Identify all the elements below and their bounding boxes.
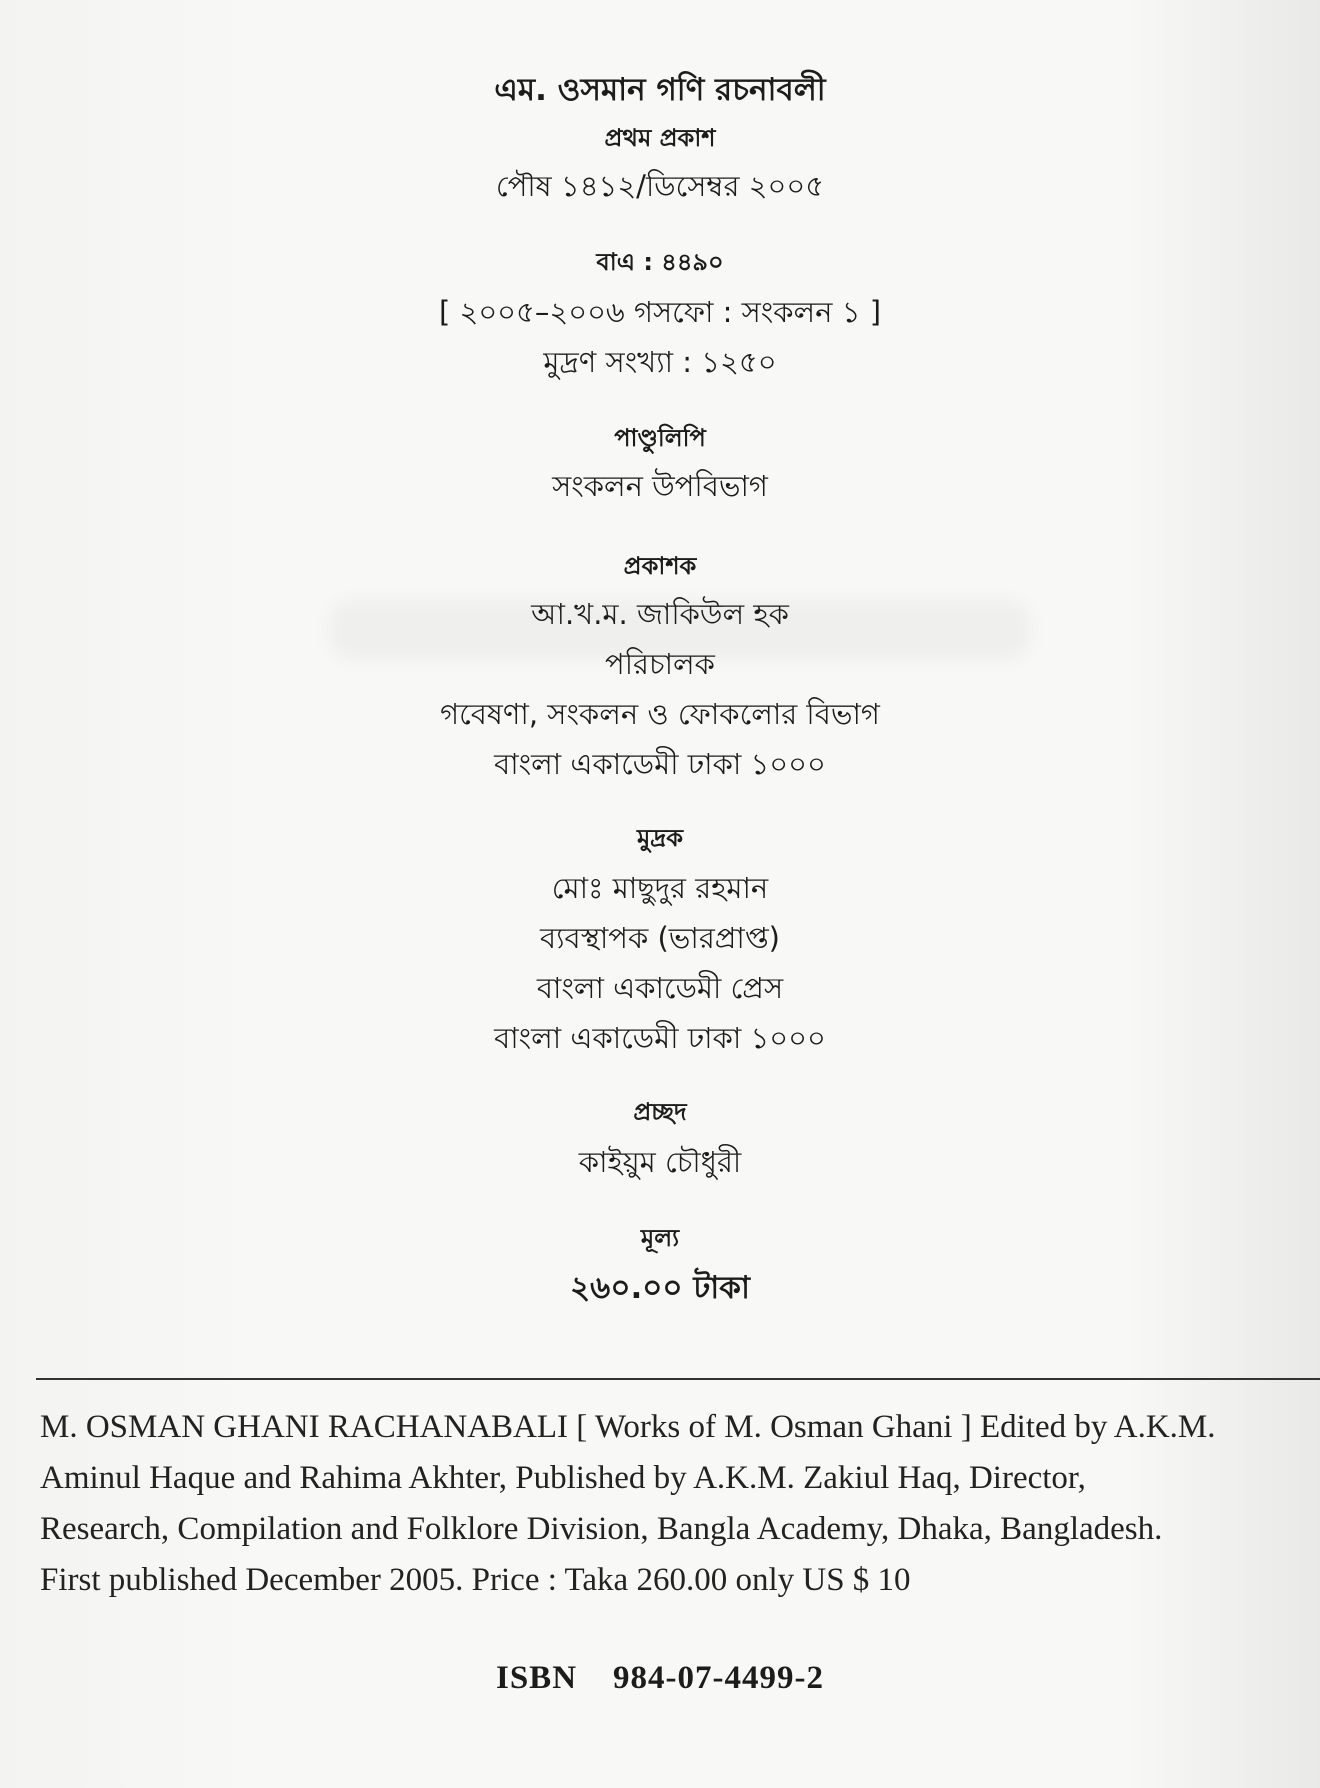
cover-artist: কাইয়ুম চৌধুরী — [578, 1145, 742, 1179]
price-label: মূল্য — [640, 1224, 680, 1252]
publisher-label: প্রকাশক — [623, 552, 697, 580]
price-value: ২৬০.০০ টাকা — [570, 1270, 750, 1306]
printer-address: বাংলা একাডেমী ঢাকা ১০০০ — [494, 1021, 826, 1055]
cover-label: প্রচ্ছদ — [633, 1098, 687, 1126]
english-line-1: M. OSMAN GHANI RACHANABALI [ Works of M. Osman Ghani ] Edited by A.K.M. — [40, 1409, 1216, 1445]
isbn-label: ISBN — [495, 1660, 578, 1696]
manuscript-label: পাণ্ডুলিপি — [614, 424, 706, 452]
book-title: এম. ওসমান গণি রচনাবলী — [494, 72, 826, 108]
english-line-2: Aminul Haque and Rahima Akhter, Published by A.K.M. Zakiul Haq, Director, — [40, 1460, 1086, 1496]
printer-title: ব্যবস্থাপক (ভারপ্রাপ্ত) — [540, 921, 780, 955]
printer-name: মোঃ মাছুদুর রহমান — [551, 871, 769, 905]
publisher-name: আ.খ.ম. জাকিউল হক — [531, 597, 789, 631]
isbn-number: 984-07-4499-2 — [613, 1660, 824, 1696]
printer-press: বাংলা একাডেমী প্রেস — [536, 971, 784, 1005]
isbn-line — [0, 1660, 1320, 1697]
manuscript-value: সংকলন উপবিভাগ — [552, 469, 768, 503]
ba-number: বাএ : ৪৪৯০ — [596, 248, 724, 276]
print-run: মুদ্রণ সংখ্যা : ১২৫০ — [543, 345, 777, 379]
first-edition-label: প্রথম প্রকাশ — [604, 124, 716, 152]
publisher-address: বাংলা একাডেমী ঢাকা ১০০০ — [494, 747, 826, 781]
english-line-3: Research, Compilation and Folklore Division, Bangla Academy, Dhaka, Bangladesh. — [40, 1511, 1163, 1547]
project-line: [ ২০০৫–২০০৬ গসফো : সংকলন ১ ] — [438, 295, 882, 329]
english-line-4: First published December 2005. Price : Taka 260.00 only US $ 10 — [40, 1562, 911, 1598]
english-colophon — [40, 1402, 1320, 1606]
section-divider — [36, 1378, 1320, 1380]
printer-label: মুদ্রক — [636, 824, 684, 852]
publisher-title: পরিচালক — [605, 647, 715, 681]
publication-date: পৌষ ১৪১২/ডিসেম্বর ২০০৫ — [495, 169, 825, 203]
publisher-division: গবেষণা, সংকলন ও ফোকলোর বিভাগ — [440, 697, 880, 731]
